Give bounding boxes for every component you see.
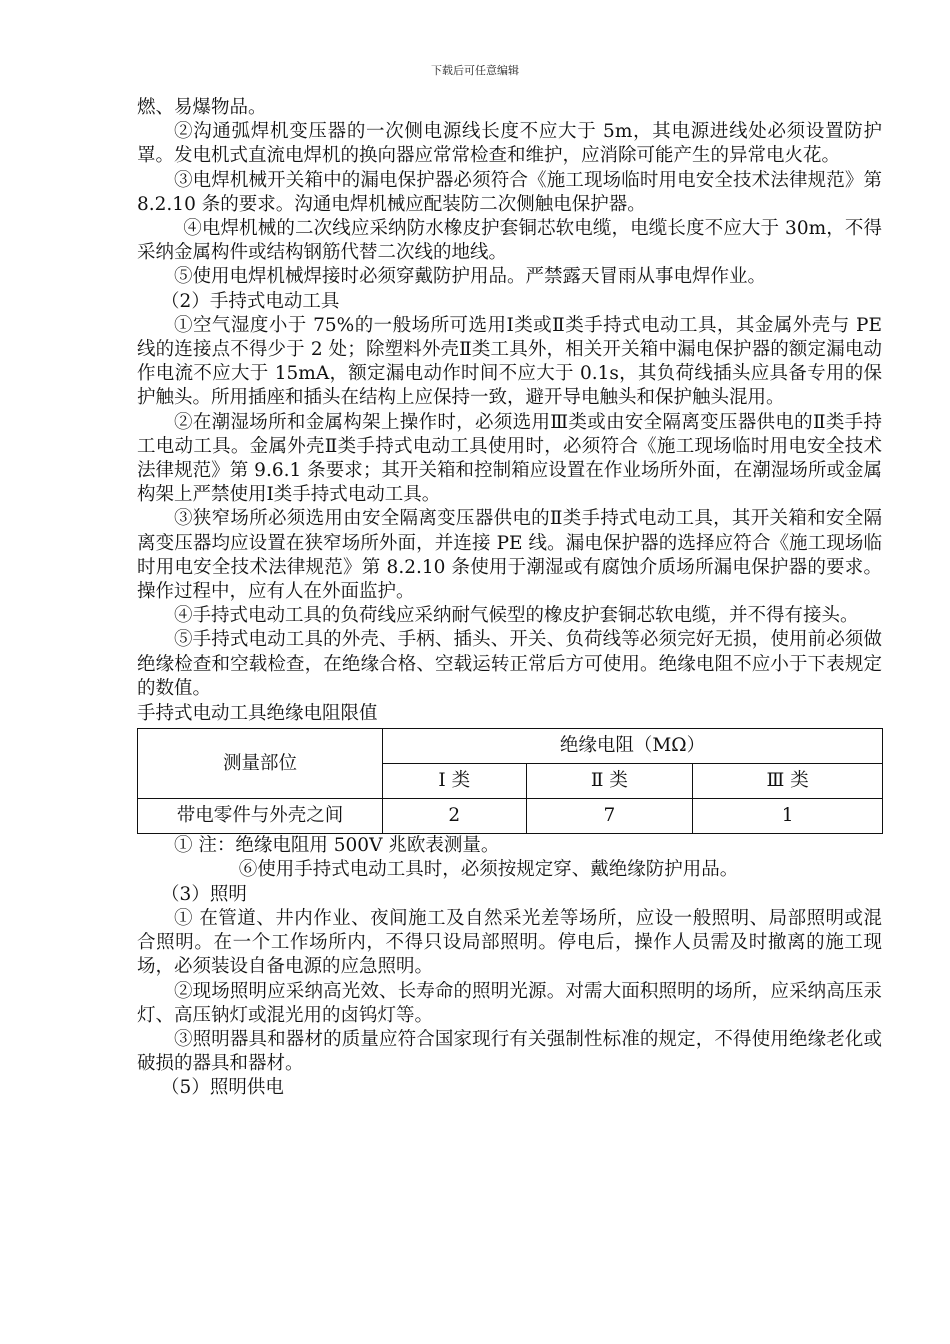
table-note: ① 注：绝缘电阻用 500V 兆欧表测量。 <box>174 835 500 857</box>
document-body <box>137 96 882 1101</box>
insulation-resistance-table <box>137 728 883 834</box>
col-header-part: 测量部位 <box>138 729 383 799</box>
paragraph: ①空气湿度小于 75%的一般场所可选用Ⅰ类或Ⅱ类手持式电动工具，其金属外壳与 PE 线的连接点不得少于 2 处；除塑料外壳Ⅱ类工具外，相关开关箱中漏电保护器的额定漏电动作电流不应大于 15mA，额定漏电动作时间不应大于 0.1s，其负荷线插头应具备专用的保护触头。所用插座和插头在结构上应保持一致，避开导电触头和保护触头混用。 <box>137 314 882 409</box>
value-class-1: 2 <box>383 799 527 834</box>
paragraph: ②沟通弧焊机变压器的一次侧电源线长度不应大于 5m，其电源进线处必须设置防护罩。发电机式直流电焊机的换向器应常常检查和维护，应消除可能产生的异常电火花。 <box>137 121 882 167</box>
class-3-header: Ⅲ 类 <box>693 764 883 799</box>
class-1-header: Ⅰ 类 <box>383 764 527 799</box>
paragraph: （2）手持式电动工具 <box>161 290 340 312</box>
table-caption: 手持式电动工具绝缘电阻限值 <box>137 703 378 725</box>
paragraph: ① 在管道、井内作业、夜间施工及自然采光差等场所，应设一般照明、局部照明或混合照明。在一个工作场所内，不得只设局部照明。停电后，操作人员需及时撤离的施工现场，必须装设自备电源的应急照明。 <box>137 907 882 978</box>
paragraph: ②在潮湿场所和金属构架上操作时，必须选用Ⅲ类或由安全隔离变压器供电的Ⅱ类手持工电动工具。金属外壳Ⅱ类手持式电动工具使用时，必须符合《施工现场临时用电安全技术法律规范》第 9.6.1 条要求；其开关箱和控制箱应设置在作业场所外面，在潮湿场所或金属构架上严禁使用Ⅰ类手持式电动工具。 <box>137 411 882 506</box>
col-header-resistance: 绝缘电阻（MΩ） <box>383 729 883 764</box>
value-class-2: 7 <box>526 799 693 834</box>
paragraph: ④手持式电动工具的负荷线应采纳耐气候型的橡皮护套铜芯软电缆，并不得有接头。 <box>174 605 859 627</box>
paragraph: ②现场照明应采纳高光效、长寿命的照明光源。对需大面积照明的场所，应采纳高压汞灯、高压钠灯或混光用的卤钨灯等。 <box>137 980 882 1026</box>
paragraph-group-a <box>137 96 882 701</box>
paragraph: ③狭窄场所必须选用由安全隔离变压器供电的Ⅱ类手持式电动工具，其开关箱和安全隔离变压器均应设置在狭窄场所外面，并连接 PE 线。漏电保护器的选择应符合《施工现场临时用电安全技术法律规范》第 8.2.10 条使用于潮湿或有腐蚀介质场所漏电保护器的要求。操作过程中，应有人在外面监护。 <box>137 508 882 603</box>
class-2-header: Ⅱ 类 <box>526 764 693 799</box>
paragraph: ④电焊机械的二次线应采纳防水橡皮护套铜芯软电缆，电缆长度不应大于 30m，不得采纳金属构件或结构钢筋代替二次线的地线。 <box>137 218 882 264</box>
page-header: 下载后可任意编辑 <box>431 64 519 77</box>
paragraph: ⑤手持式电动工具的外壳、手柄、插头、开关、负荷线等必须完好无损，使用前必须做绝缘检查和空载检查，在绝缘合格、空载运转正常后方可使用。绝缘电阻不应小于下表规定的数值。 <box>137 629 882 699</box>
value-class-3: 1 <box>693 799 883 834</box>
row-label: 带电零件与外壳之间 <box>138 799 383 834</box>
paragraph-group-b <box>137 883 882 1101</box>
paragraph: ③电焊机械开关箱中的漏电保护器必须符合《施工现场临时用电安全技术法律规范》第 8.2.10 条的要求。沟通电焊机械应配装防二次侧触电保护器。 <box>137 169 882 215</box>
paragraph-item-6: ⑥使用手持式电动工具时，必须按规定穿、戴绝缘防护用品。 <box>238 859 739 881</box>
paragraph: 燃、易爆物品。 <box>137 97 267 118</box>
paragraph: ⑤使用电焊机械焊接时必须穿戴防护用品。严禁露天冒雨从事电焊作业。 <box>174 266 767 288</box>
paragraph: ③照明器具和器材的质量应符合国家现行有关强制性标准的规定，不得使用绝缘老化或破损的器具和器材。 <box>137 1028 882 1075</box>
paragraph: （3）照明 <box>161 883 247 905</box>
paragraph: （5）照明供电 <box>161 1077 284 1099</box>
